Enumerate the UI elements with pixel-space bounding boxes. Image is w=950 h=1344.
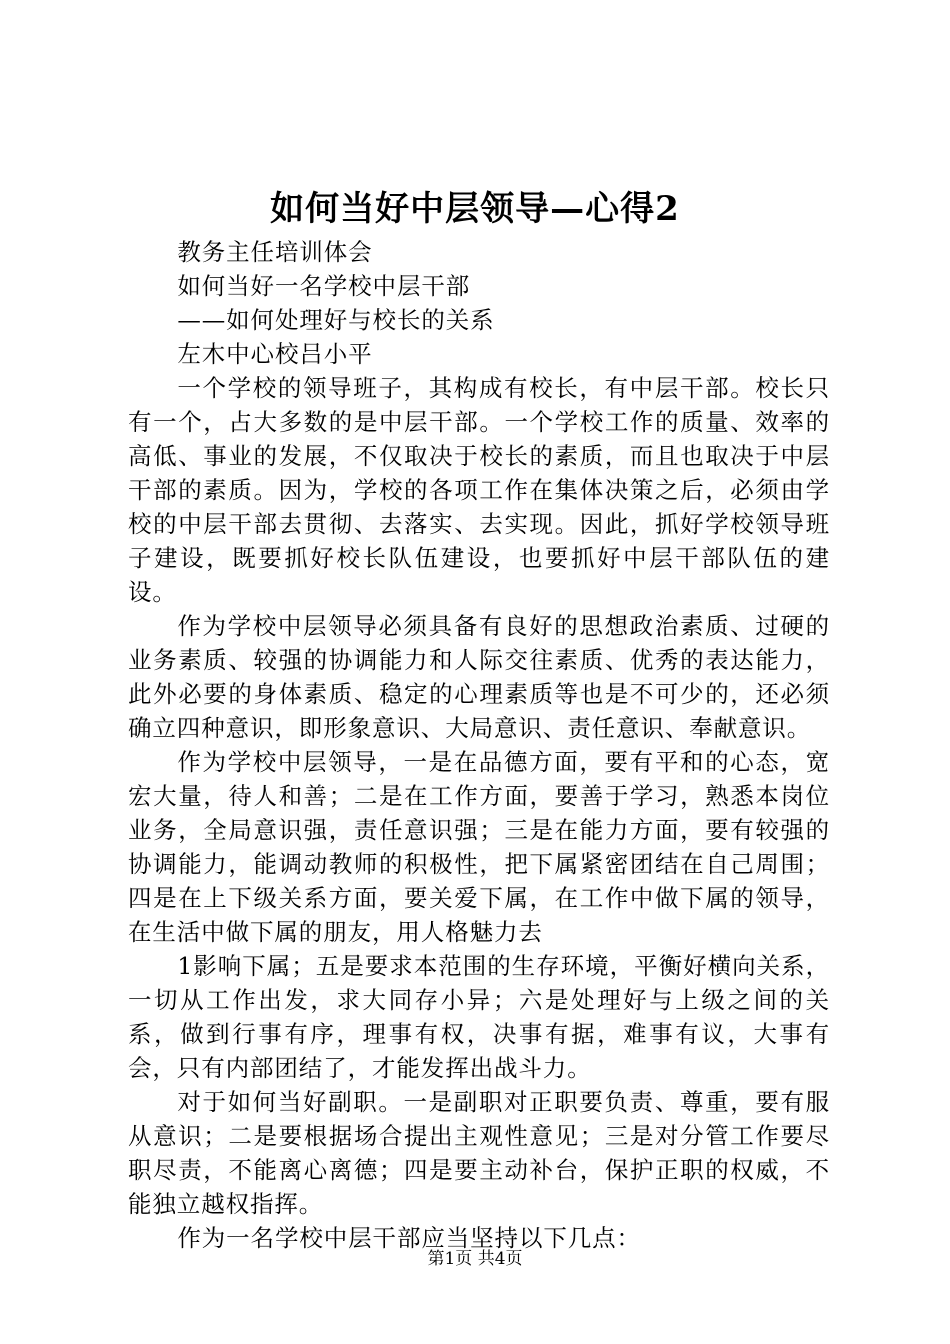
subtitle-line: 如何当好一名学校中层干部 <box>177 272 471 300</box>
body-paragraph: 作为学校中层领导必须具备有良好的思想政治素质、过硬的业务素质、较强的协调能力和人际交往素质、优秀的表达能力，此外必要的身体素质、稳定的心理素质等也是不可少的，还必须确立四种意识，即形象意识、大局意识、责任意识、奉献意识。 <box>128 612 830 742</box>
body-paragraph: 作为一名学校中层干部应当坚持以下几点： <box>177 1224 641 1252</box>
subtitle-line: ——如何处理好与校长的关系 <box>177 306 495 334</box>
body-paragraph: 1影响下属；五是要求本范围的生存环境，平衡好横向关系，一切从工作出发，求大同存小异；六是处理好与上级之间的关系，做到行事有序，理事有权，决事有据，难事有议，大事有会，只有内部团结了，才能发挥出战斗力。 <box>128 952 830 1082</box>
author-line: 左木中心校吕小平 <box>177 340 373 368</box>
document-title: 如何当好中层领导—心得2 <box>270 189 680 229</box>
subtitle-line: 教务主任培训体会 <box>177 238 373 266</box>
body-paragraph: 对于如何当好副职。一是副职对正职要负责、尊重，要有服从意识；二是要根据场合提出主观性意见；三是对分管工作要尽职尽责，不能离心离德；四是要主动补台，保护正职的权威，不能独立越权指挥。 <box>128 1088 830 1218</box>
body-paragraph: 一个学校的领导班子，其构成有校长，有中层干部。校长只有一个，占大多数的是中层干部。一个学校工作的质量、效率的高低、事业的发展，不仅取决于校长的素质，而且也取决于中层干部的素质。因为，学校的各项工作在集体决策之后，必须由学校的中层干部去贯彻、去落实、去实现。因此，抓好学校领导班子建设，既要抓好校长队伍建设，也要抓好中层干部队伍的建设。 <box>128 374 830 606</box>
body-paragraph: 作为学校中层领导，一是在品德方面，要有平和的心态，宽宏大量，待人和善；二是在工作方面，要善于学习，熟悉本岗位业务，全局意识强，责任意识强；三是在能力方面，要有较强的协调能力，能调动教师的积极性，把下属紧密团结在自己周围；四是在上下级关系方面，要关爱下属，在工作中做下属的领导，在生活中做下属的朋友，用人格魅力去 <box>128 748 830 946</box>
page-footer: 第1页 共4页 <box>427 1249 523 1269</box>
document-body <box>128 235 830 1255</box>
